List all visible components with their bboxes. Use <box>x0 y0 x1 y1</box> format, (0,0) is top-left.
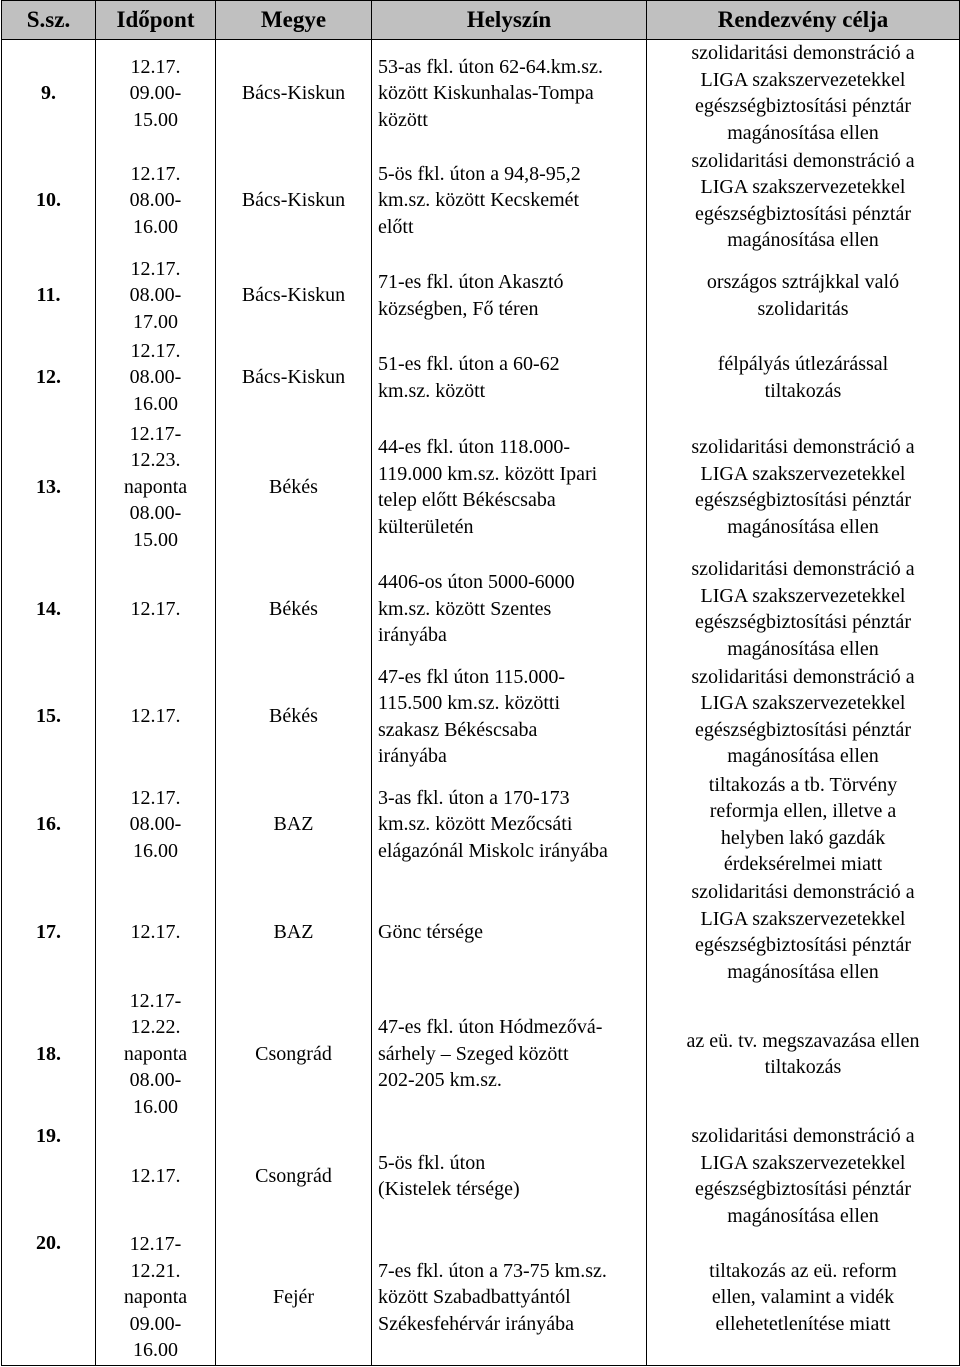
row-date: 12.17. <box>96 879 216 986</box>
table-row <box>2 879 960 986</box>
row-location: 3-as fkl. úton a 170-173 km.sz. között Mezőcsáti elágazónál Miskolc irányába <box>372 771 647 879</box>
row-date: 12.17- 12.22. naponta 08.00- 16.00 <box>96 986 216 1123</box>
row-number: 16. <box>2 771 96 879</box>
row-purpose: szolidaritási demonstráció a LIGA szakszervezetekkel egészségbiztosítási pénztár magánosítása ellen <box>647 1123 960 1230</box>
row-purpose: az eü. tv. megszavazása ellen tiltakozás <box>647 986 960 1123</box>
row-location: 5-ös fkl. úton (Kistelek térsége) <box>372 1123 647 1230</box>
row-location: 44-es fkl. úton 118.000- 119.000 km.sz. között Ipari telep előtt Békéscsaba külterületén <box>372 419 647 556</box>
table-row <box>2 1123 960 1230</box>
row-number: 19. <box>2 1123 96 1230</box>
row-purpose: szolidaritási demonstráció a LIGA szakszervezetekkel egészségbiztosítási pénztár magánosítása ellen <box>647 879 960 986</box>
row-date: 12.17. 08.00- 17.00 <box>96 255 216 337</box>
table-header-row <box>2 1 960 40</box>
row-location: 51-es fkl. úton a 60-62 km.sz. között <box>372 337 647 419</box>
row-date: 12.17. 08.00- 16.00 <box>96 771 216 879</box>
table-row <box>2 147 960 255</box>
row-number: 12. <box>2 337 96 419</box>
table-row <box>2 419 960 556</box>
table-row <box>2 255 960 337</box>
row-county: Fejér <box>216 1230 372 1366</box>
table-row <box>2 771 960 879</box>
row-county: Bács-Kiskun <box>216 255 372 337</box>
row-date: 12.17- 12.21. naponta 09.00- 16.00 <box>96 1230 216 1366</box>
row-county: Bács-Kiskun <box>216 40 372 147</box>
row-county: Bács-Kiskun <box>216 337 372 419</box>
row-number: 9. <box>2 40 96 147</box>
header-location: Helyszín <box>372 1 647 40</box>
row-date: 12.17. <box>96 1123 216 1230</box>
row-location: 47-es fkl úton 115.000- 115.500 km.sz. közötti szakasz Békéscsaba irányába <box>372 663 647 771</box>
row-county: Bács-Kiskun <box>216 147 372 255</box>
row-number: 11. <box>2 255 96 337</box>
row-date: 12.17. <box>96 556 216 663</box>
row-number: 17. <box>2 879 96 986</box>
row-date: 12.17- 12.23. naponta 08.00- 15.00 <box>96 419 216 556</box>
row-number: 13. <box>2 419 96 556</box>
row-date: 12.17. 08.00- 16.00 <box>96 147 216 255</box>
row-number: 20. <box>2 1230 96 1366</box>
row-location: 7-es fkl. úton a 73-75 km.sz. között Szabadbattyántól Székesfehérvár irányába <box>372 1230 647 1366</box>
row-location: 47-es fkl. úton Hódmezővá- sárhely – Szeged között 202-205 km.sz. <box>372 986 647 1123</box>
row-number: 14. <box>2 556 96 663</box>
header-county: Megye <box>216 1 372 40</box>
row-county: Békés <box>216 663 372 771</box>
row-purpose: tiltakozás a tb. Törvény reformja ellen, illetve a helyben lakó gazdák érdeksérelmei miatt <box>647 771 960 879</box>
table-row <box>2 337 960 419</box>
row-purpose: szolidaritási demonstráció a LIGA szakszervezetekkel egészségbiztosítási pénztár magánosítása ellen <box>647 147 960 255</box>
row-purpose: félpályás útlezárással tiltakozás <box>647 337 960 419</box>
row-county: Csongrád <box>216 986 372 1123</box>
table-row <box>2 1230 960 1366</box>
row-county: Békés <box>216 556 372 663</box>
row-purpose: szolidaritási demonstráció a LIGA szakszervezetekkel egészségbiztosítási pénztár magánosítása ellen <box>647 40 960 147</box>
header-time: Időpont <box>96 1 216 40</box>
table-row <box>2 986 960 1123</box>
row-county: Békés <box>216 419 372 556</box>
row-purpose: szolidaritási demonstráció a LIGA szakszervezetekkel egészségbiztosítási pénztár magánosítása ellen <box>647 663 960 771</box>
row-date: 12.17. 08.00- 16.00 <box>96 337 216 419</box>
row-purpose: országos sztrájkkal való szolidaritás <box>647 255 960 337</box>
row-county: Csongrád <box>216 1123 372 1230</box>
row-location: 4406-os úton 5000-6000 km.sz. között Szentes irányába <box>372 556 647 663</box>
events-table <box>1 0 960 1366</box>
row-number: 18. <box>2 986 96 1123</box>
row-county: BAZ <box>216 879 372 986</box>
table-row <box>2 556 960 663</box>
row-date: 12.17. <box>96 663 216 771</box>
row-county: BAZ <box>216 771 372 879</box>
row-number: 15. <box>2 663 96 771</box>
table-row <box>2 663 960 771</box>
row-location: 53-as fkl. úton 62-64.km.sz. között Kiskunhalas-Tompa között <box>372 40 647 147</box>
table-row <box>2 40 960 147</box>
row-location: 5-ös fkl. úton a 94,8-95,2 km.sz. között Kecskemét előtt <box>372 147 647 255</box>
row-purpose: szolidaritási demonstráció a LIGA szakszervezetekkel egészségbiztosítási pénztár magánosítása ellen <box>647 419 960 556</box>
row-purpose: tiltakozás az eü. reform ellen, valamint a vidék ellehetetlenítése miatt <box>647 1230 960 1366</box>
row-location: Gönc térsége <box>372 879 647 986</box>
row-number: 10. <box>2 147 96 255</box>
row-purpose: szolidaritási demonstráció a LIGA szakszervezetekkel egészségbiztosítási pénztár magánosítása ellen <box>647 556 960 663</box>
row-date: 12.17. 09.00- 15.00 <box>96 40 216 147</box>
header-serial: S.sz. <box>2 1 96 40</box>
header-purpose: Rendezvény célja <box>647 1 960 40</box>
row-location: 71-es fkl. úton Akasztó községben, Fő téren <box>372 255 647 337</box>
